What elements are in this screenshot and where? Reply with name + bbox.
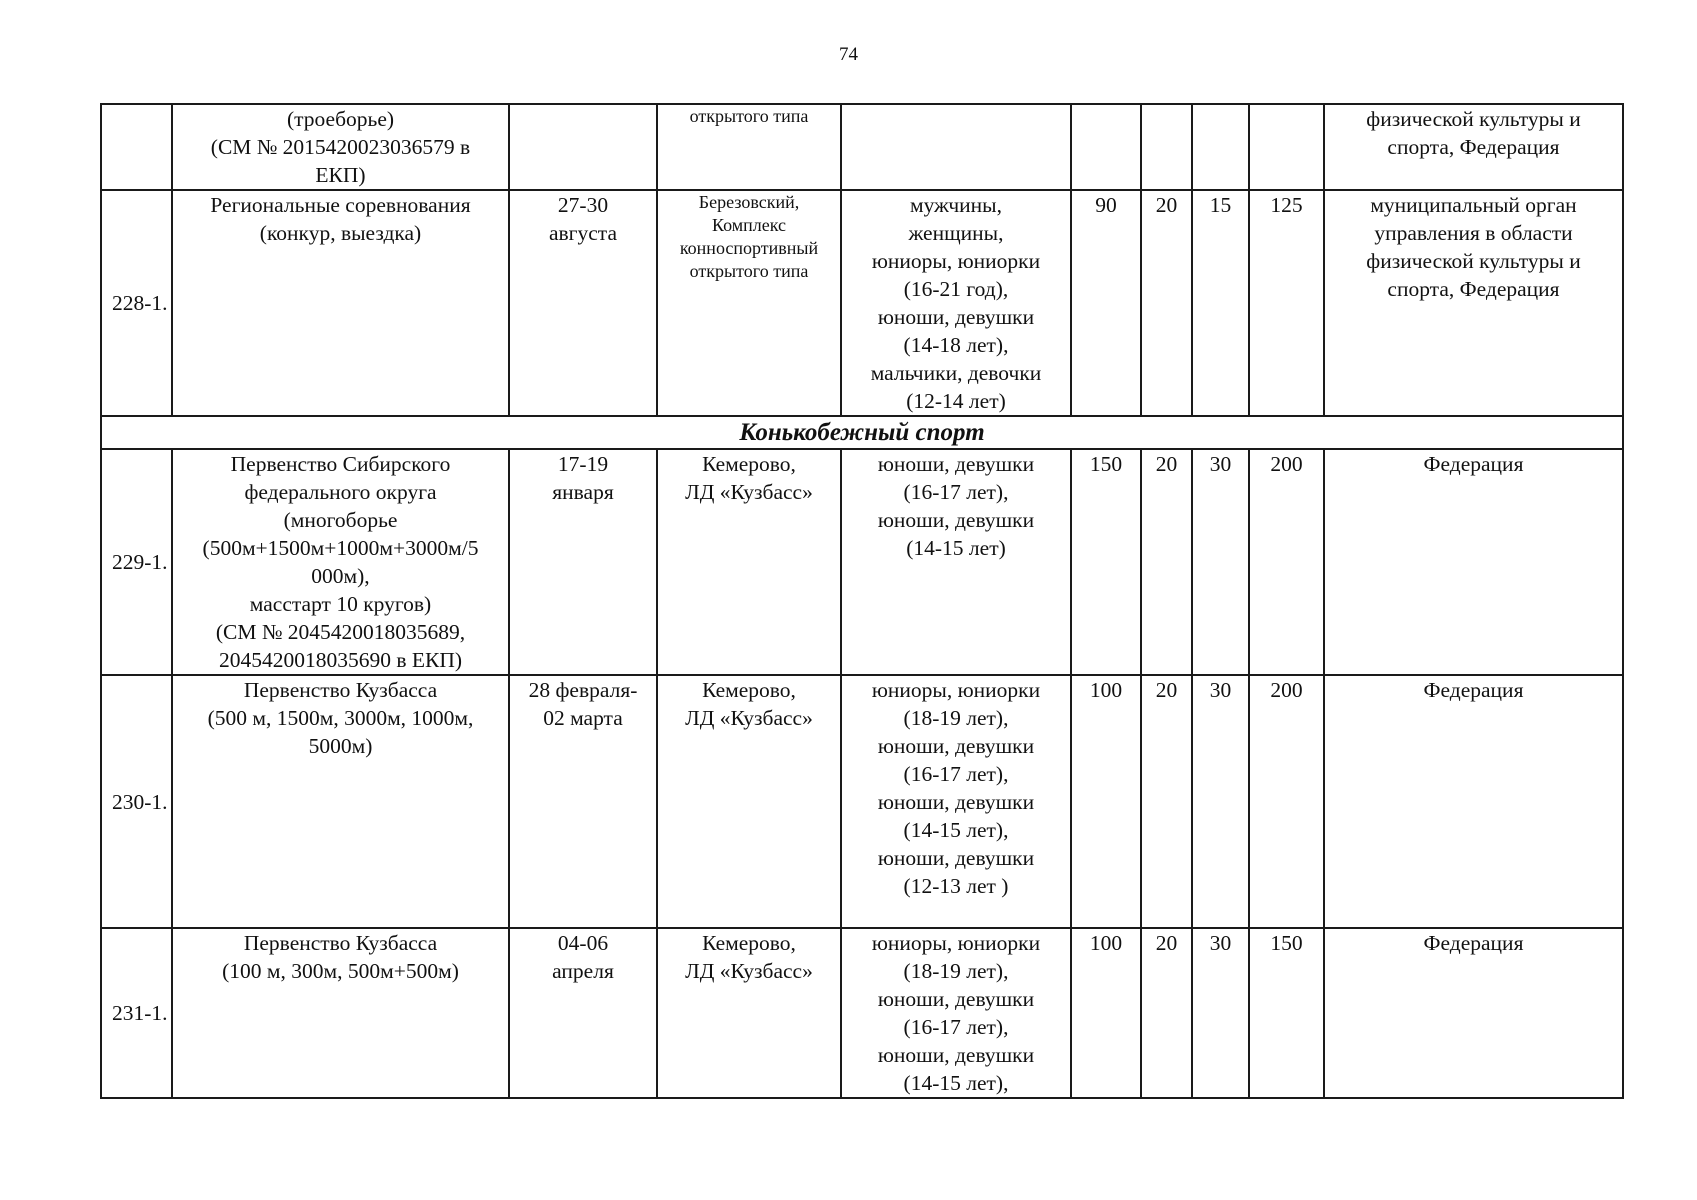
table-row — [101, 675, 1623, 928]
count-total: 125 — [1249, 190, 1324, 416]
event-organizer: Федерация — [1324, 675, 1623, 928]
section-row — [101, 416, 1623, 449]
event-venue: открытого типа — [657, 104, 841, 190]
count-2: 20 — [1141, 675, 1192, 928]
count-3: 30 — [1192, 928, 1249, 1098]
count-total: 200 — [1249, 449, 1324, 675]
count-1: 90 — [1071, 190, 1141, 416]
event-name: Первенство Сибирского федерального округа (многоборье (500м+1500м+1000м+3000м/5 000м), масстарт 10 кругов) (СМ № 2045420018035689, 2045420018035690 в ЕКП) — [172, 449, 509, 675]
event-venue: Кемерово, ЛД «Кузбасс» — [657, 675, 841, 928]
row-number: 228-1. — [101, 190, 172, 416]
count-total: 200 — [1249, 675, 1324, 928]
row-number: 231-1. — [101, 928, 172, 1098]
event-organizer: Федерация — [1324, 928, 1623, 1098]
event-name: Региональные соревнования (конкур, выездка) — [172, 190, 509, 416]
count-1: 100 — [1071, 928, 1141, 1098]
row-number: 229-1. — [101, 449, 172, 675]
event-participants — [841, 104, 1071, 190]
event-dates: 28 февраля- 02 марта — [509, 675, 657, 928]
count-1: 150 — [1071, 449, 1141, 675]
count-1: 100 — [1071, 675, 1141, 928]
count-total — [1249, 104, 1324, 190]
table-row — [101, 104, 1623, 190]
count-2: 20 — [1141, 449, 1192, 675]
event-organizer: муниципальный орган управления в области физической культуры и спорта, Федерация — [1324, 190, 1623, 416]
count-2 — [1141, 104, 1192, 190]
event-dates: 04-06 апреля — [509, 928, 657, 1098]
event-venue: Березовский, Комплекс конноспортивный открытого типа — [657, 190, 841, 416]
event-dates: 17-19 января — [509, 449, 657, 675]
event-organizer: Федерация — [1324, 449, 1623, 675]
count-2: 20 — [1141, 928, 1192, 1098]
event-name: Первенство Кузбасса (500 м, 1500м, 3000м, 1000м, 5000м) — [172, 675, 509, 928]
section-title: Конькобежный спорт — [101, 416, 1623, 449]
count-3 — [1192, 104, 1249, 190]
event-name: Первенство Кузбасса (100 м, 300м, 500м+500м) — [172, 928, 509, 1098]
count-1 — [1071, 104, 1141, 190]
event-participants: юниоры, юниорки (18-19 лет), юноши, девушки (16-17 лет), юноши, девушки (14-15 лет), юноши, девушки (12-13 лет ) — [841, 675, 1071, 928]
count-3: 15 — [1192, 190, 1249, 416]
event-dates — [509, 104, 657, 190]
event-participants: мужчины, женщины, юниоры, юниорки (16-21 год), юноши, девушки (14-18 лет), мальчики, девочки (12-14 лет) — [841, 190, 1071, 416]
count-3: 30 — [1192, 675, 1249, 928]
count-3: 30 — [1192, 449, 1249, 675]
event-participants: юноши, девушки (16-17 лет), юноши, девушки (14-15 лет) — [841, 449, 1071, 675]
table-row — [101, 928, 1623, 1098]
event-name: (троеборье) (СМ № 2015420023036579 в ЕКП) — [172, 104, 509, 190]
count-2: 20 — [1141, 190, 1192, 416]
event-participants: юниоры, юниорки (18-19 лет), юноши, девушки (16-17 лет), юноши, девушки (14-15 лет), — [841, 928, 1071, 1098]
event-venue: Кемерово, ЛД «Кузбасс» — [657, 928, 841, 1098]
events-table — [100, 103, 1624, 1099]
count-total: 150 — [1249, 928, 1324, 1098]
row-number — [101, 104, 172, 190]
event-organizer: физической культуры и спорта, Федерация — [1324, 104, 1623, 190]
event-dates: 27-30 августа — [509, 190, 657, 416]
page-number: 74 — [839, 44, 858, 65]
row-number: 230-1. — [101, 675, 172, 928]
table-row — [101, 449, 1623, 675]
event-venue: Кемерово, ЛД «Кузбасс» — [657, 449, 841, 675]
table-row — [101, 190, 1623, 416]
